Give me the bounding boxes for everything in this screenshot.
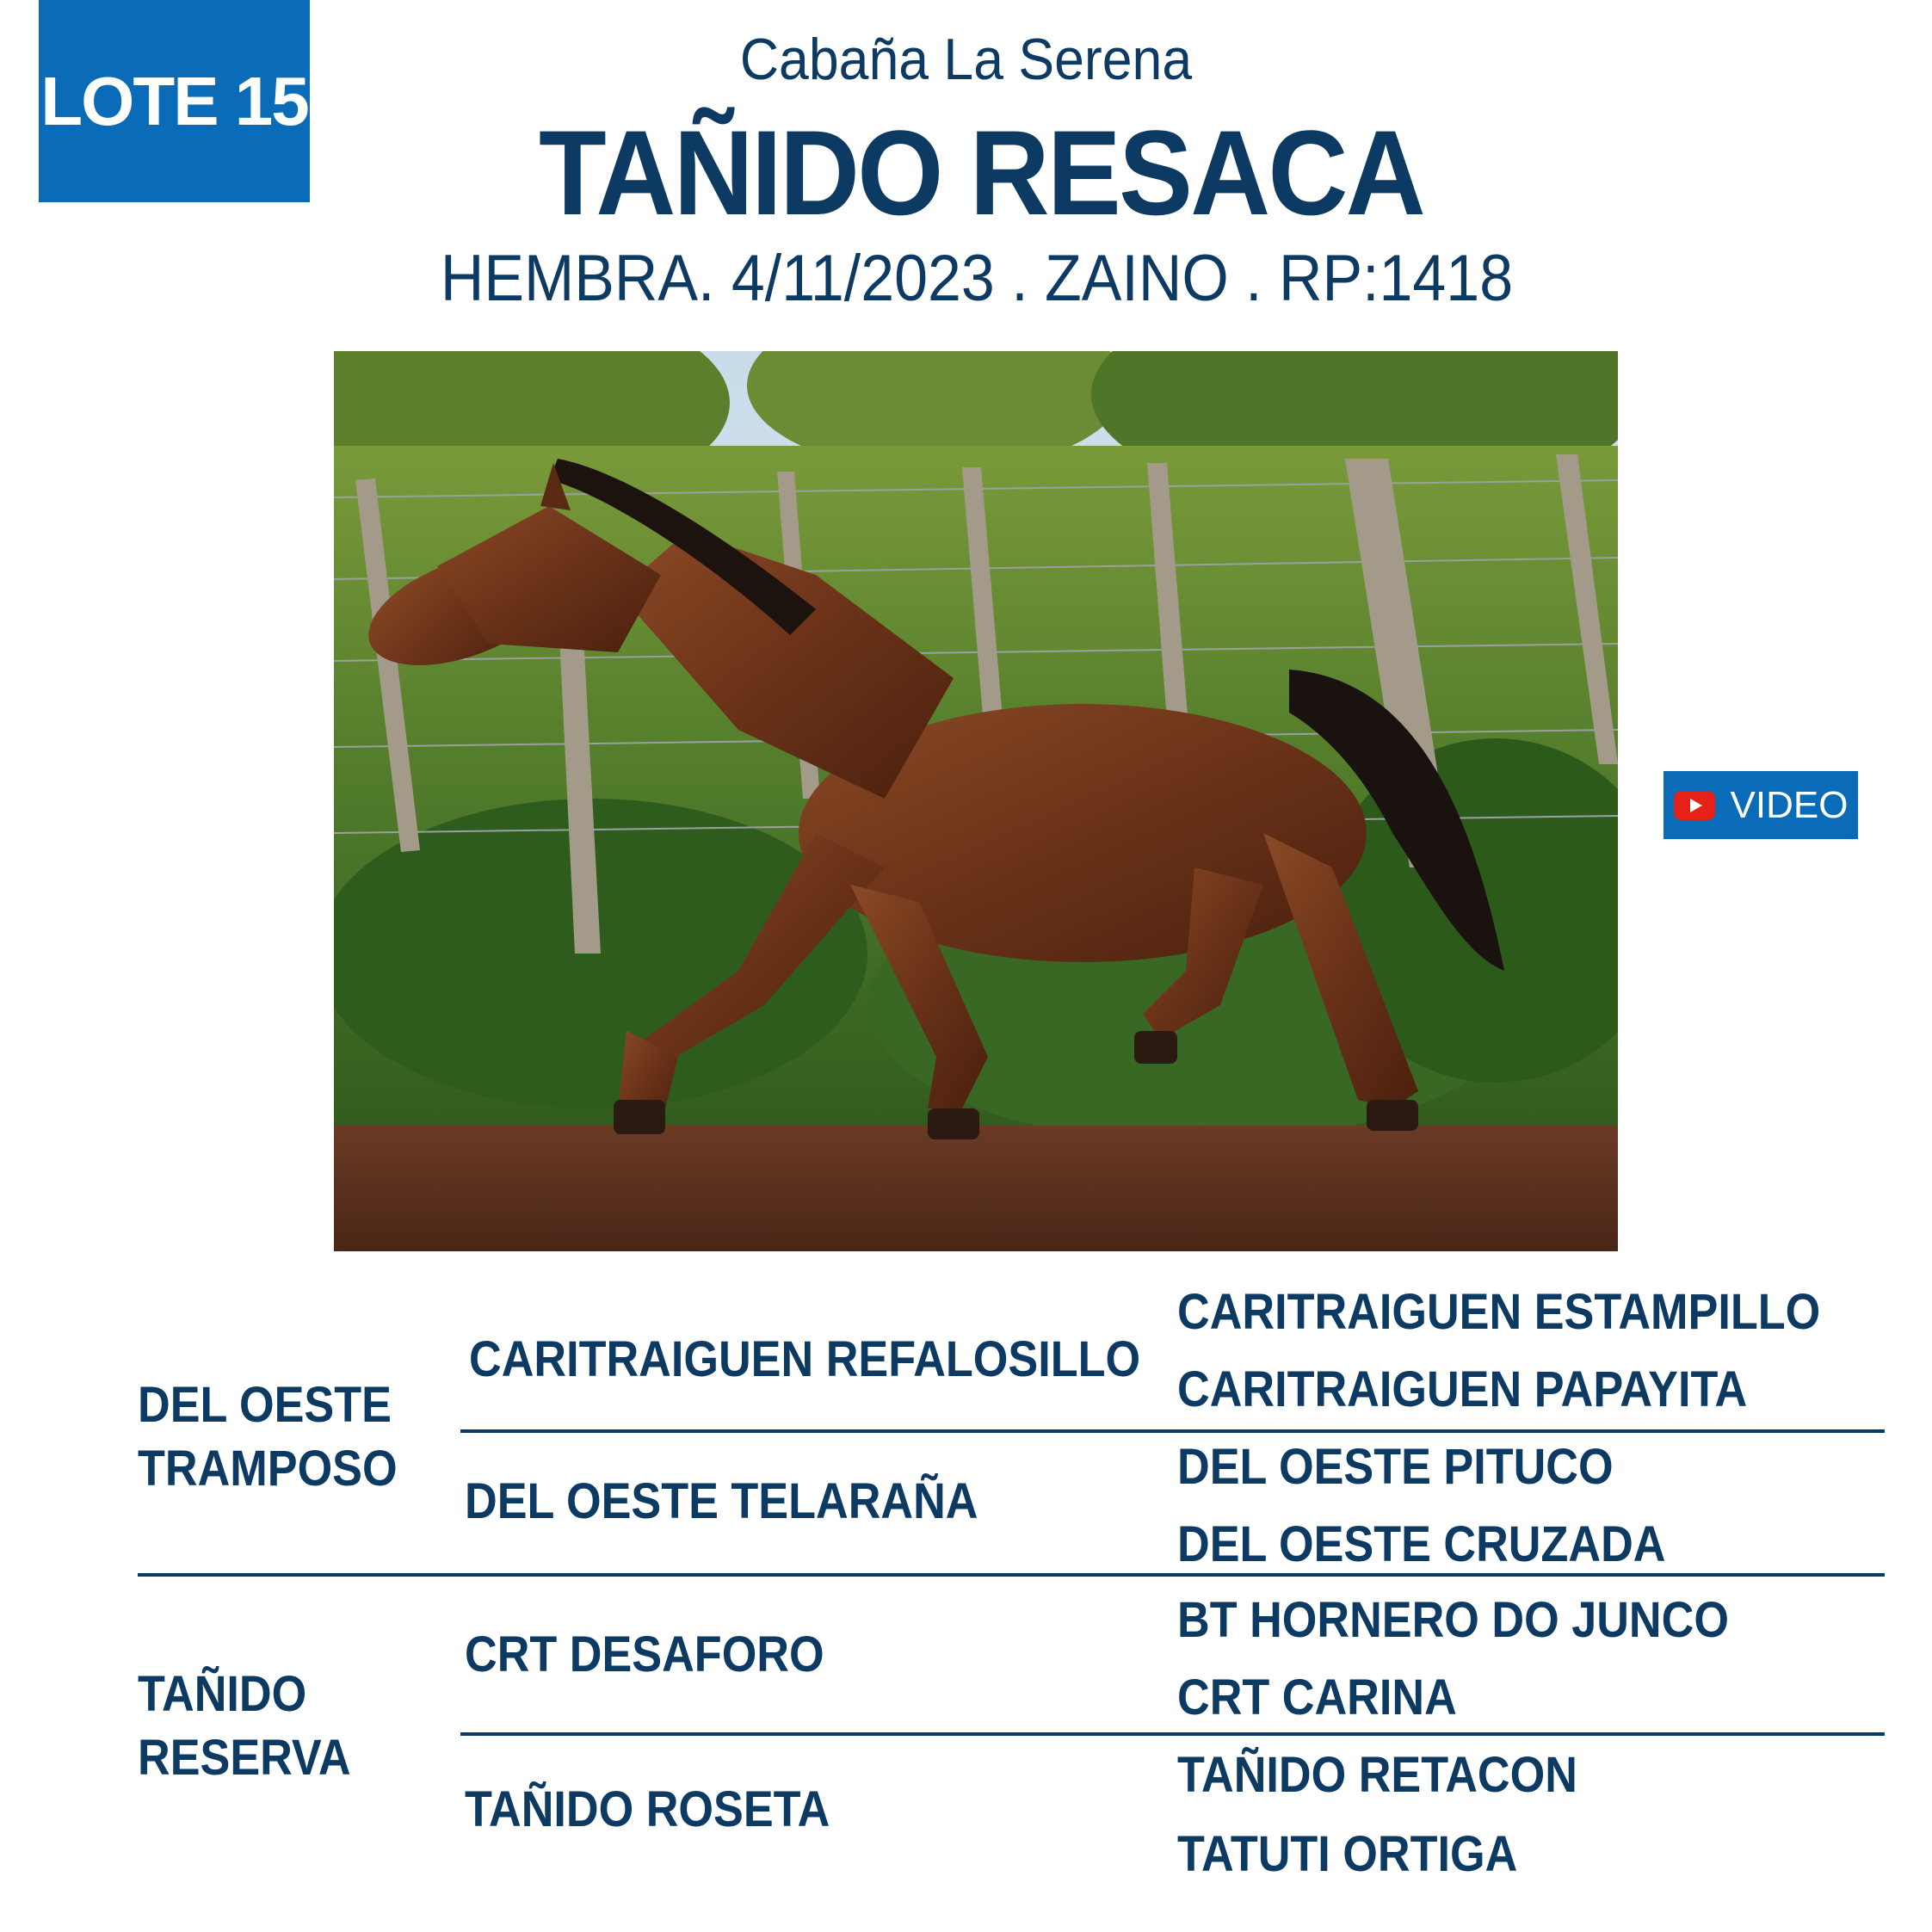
maternal-grandsire: CRT DESAFORO xyxy=(465,1626,824,1682)
horse-name: TAÑIDO RESACA xyxy=(539,105,1423,240)
maternal-granddam: TAÑIDO ROSETA xyxy=(465,1781,830,1837)
breeder-name: Cabaña La Serena xyxy=(739,27,1193,92)
maternal-grandsire-sire: BT HORNERO DO JUNCO xyxy=(1177,1592,1729,1648)
paternal-granddam-dam: DEL OESTE CRUZADA xyxy=(1177,1516,1666,1572)
youtube-play-icon xyxy=(1674,791,1715,820)
maternal-grandsire-dam: CRT CARINA xyxy=(1177,1670,1457,1725)
horse-photo xyxy=(334,351,1618,1251)
video-label: VIDEO xyxy=(1730,783,1849,826)
paternal-grandsire: CARITRAIGUEN REFALOSILLO xyxy=(469,1331,1141,1387)
divider xyxy=(138,1573,1885,1577)
video-button[interactable] xyxy=(1663,771,1858,839)
sire-name-line2: TRAMPOSO xyxy=(138,1441,398,1497)
dam-name-line1: TAÑIDO xyxy=(138,1666,307,1722)
divider xyxy=(460,1429,1885,1433)
divider xyxy=(460,1732,1885,1736)
lot-badge: LOTE 15 xyxy=(39,0,310,202)
dam-name-line2: RESERVA xyxy=(138,1730,351,1786)
maternal-granddam-sire: TAÑIDO RETACON xyxy=(1177,1747,1577,1803)
paternal-grandsire-sire: CARITRAIGUEN ESTAMPILLO xyxy=(1177,1284,1821,1340)
paternal-grandsire-dam: CARITRAIGUEN PAPAYITA xyxy=(1177,1361,1748,1417)
paternal-granddam: DEL OESTE TELARAÑA xyxy=(465,1473,978,1529)
horse-details: HEMBRA. 4/11/2023 . ZAINO . RP:1418 xyxy=(440,242,1514,315)
paternal-granddam-sire: DEL OESTE PITUCO xyxy=(1177,1439,1614,1495)
maternal-granddam-dam: TATUTI ORTIGA xyxy=(1177,1826,1518,1882)
sire-name-line1: DEL OESTE xyxy=(138,1377,392,1433)
